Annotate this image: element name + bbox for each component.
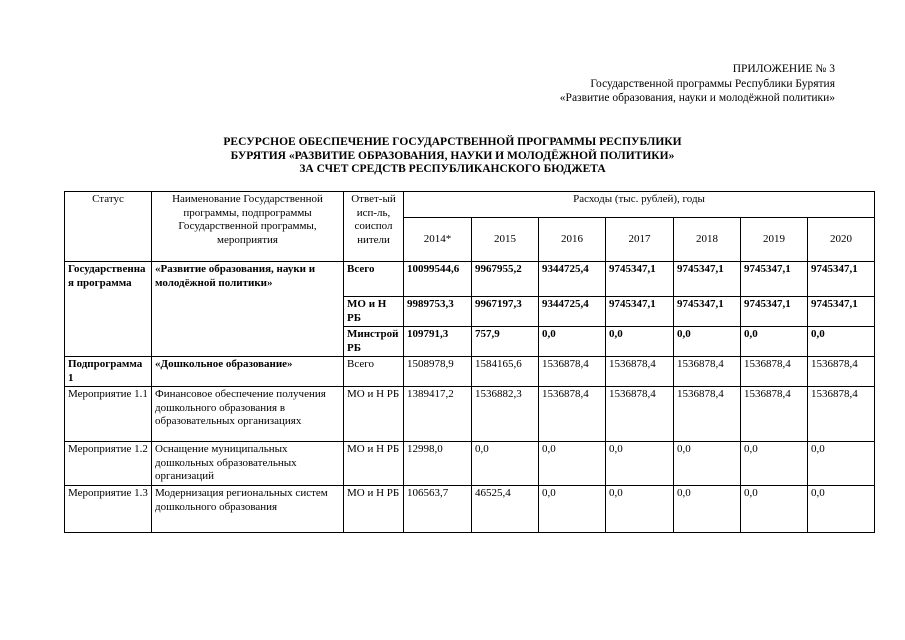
name-cell: Оснащение муниципальных дошкольных образовательных организаций (152, 442, 344, 486)
status-cell: Мероприятие 1.1 (65, 387, 152, 442)
value-cell: 0,0 (808, 327, 875, 357)
header-name: Наименование Государственной программы, подпрограммы Государственной программы, мероприятия (152, 192, 344, 262)
appendix-header (560, 62, 835, 106)
status-cell: Подпрограмма 1 (65, 357, 152, 387)
value-cell: 0,0 (539, 486, 606, 533)
value-cell: 9967197,3 (472, 297, 539, 327)
appendix-program-name: «Развитие образования, науки и молодёжной политики» (559, 92, 835, 104)
table-row (65, 387, 875, 442)
value-cell: 9745347,1 (674, 262, 741, 297)
status-cell: Государственная программа (65, 262, 152, 357)
name-cell: «Развитие образования, науки и молодёжной политики» (152, 262, 344, 357)
value-cell: 0,0 (674, 327, 741, 357)
status-cell: Мероприятие 1.2 (65, 442, 152, 486)
table-row (65, 357, 875, 387)
header-expenses: Расходы (тыс. рублей), годы (404, 192, 875, 218)
value-cell: 9344725,4 (539, 297, 606, 327)
value-cell: 1536878,4 (539, 387, 606, 442)
value-cell: 1584165,6 (472, 357, 539, 387)
title-line-2: БУРЯТИЯ «РАЗВИТИЕ ОБРАЗОВАНИЯ, НАУКИ И МОЛОДЁЖНОЙ ПОЛИТИКИ» (230, 149, 675, 162)
value-cell: 0,0 (808, 442, 875, 486)
value-cell: 1536878,4 (741, 357, 808, 387)
value-cell: 9344725,4 (539, 262, 606, 297)
value-cell: 0,0 (606, 486, 674, 533)
value-cell: 106563,7 (404, 486, 472, 533)
value-cell: 10099544,6 (404, 262, 472, 297)
value-cell: 757,9 (472, 327, 539, 357)
value-cell: 0,0 (606, 442, 674, 486)
value-cell: 46525,4 (472, 486, 539, 533)
appendix-program-line: Государственной программы Республики Бурятия (590, 77, 835, 90)
value-cell: 9745347,1 (741, 297, 808, 327)
value-cell: 1536878,4 (606, 387, 674, 442)
value-cell: 0,0 (741, 327, 808, 357)
header-executor: Ответ-ый исп-ль, соиспол нители (344, 192, 404, 262)
value-cell: 1508978,9 (404, 357, 472, 387)
value-cell: 1536878,4 (539, 357, 606, 387)
value-cell: 1389417,2 (404, 387, 472, 442)
value-cell: 1536878,4 (674, 357, 741, 387)
name-cell: Финансовое обеспечение получения дошкольного образования в образовательных организациях (152, 387, 344, 442)
header-year: 2014* (404, 218, 472, 262)
executor-cell: МО и Н РБ (344, 387, 404, 442)
value-cell: 1536878,4 (808, 387, 875, 442)
value-cell: 1536882,3 (472, 387, 539, 442)
executor-cell: МО и Н РБ (344, 297, 404, 327)
value-cell: 9745347,1 (606, 262, 674, 297)
value-cell: 0,0 (539, 442, 606, 486)
value-cell: 0,0 (606, 327, 674, 357)
value-cell: 0,0 (808, 486, 875, 533)
value-cell: 0,0 (674, 442, 741, 486)
value-cell: 1536878,4 (606, 357, 674, 387)
executor-cell: МО и Н РБ (344, 486, 404, 533)
value-cell: 9745347,1 (808, 262, 875, 297)
value-cell: 0,0 (472, 442, 539, 486)
table-row (65, 486, 875, 533)
value-cell: 0,0 (741, 486, 808, 533)
value-cell: 9745347,1 (741, 262, 808, 297)
header-year: 2018 (674, 218, 741, 262)
header-status: Статус (65, 192, 152, 262)
header-year: 2020 (808, 218, 875, 262)
executor-cell: МО и Н РБ (344, 442, 404, 486)
value-cell: 9745347,1 (808, 297, 875, 327)
value-cell: 109791,3 (404, 327, 472, 357)
value-cell: 9967955,2 (472, 262, 539, 297)
executor-cell: Всего (344, 357, 404, 387)
appendix-number: ПРИЛОЖЕНИЕ № 3 (732, 63, 835, 75)
value-cell: 12998,0 (404, 442, 472, 486)
header-year: 2017 (606, 218, 674, 262)
header-year: 2019 (741, 218, 808, 262)
value-cell: 1536878,4 (741, 387, 808, 442)
value-cell: 1536878,4 (674, 387, 741, 442)
document-title (0, 136, 905, 177)
title-line-1: РЕСУРСНОЕ ОБЕСПЕЧЕНИЕ ГОСУДАРСТВЕННОЙ ПРОГРАММЫ РЕСПУБЛИКИ (223, 136, 682, 148)
header-row-1 (65, 192, 875, 218)
value-cell: 0,0 (741, 442, 808, 486)
name-cell: «Дошкольное образование» (152, 357, 344, 387)
header-year: 2016 (539, 218, 606, 262)
table-row (65, 442, 875, 486)
table-row (65, 262, 875, 297)
value-cell: 9745347,1 (606, 297, 674, 327)
title-line-3: ЗА СЧЕТ СРЕДСТВ РЕСПУБЛИКАНСКОГО БЮДЖЕТА (299, 163, 606, 175)
value-cell: 0,0 (674, 486, 741, 533)
resource-table (64, 191, 875, 533)
executor-cell: Минстрой РБ (344, 327, 404, 357)
header-year: 2015 (472, 218, 539, 262)
value-cell: 1536878,4 (808, 357, 875, 387)
value-cell: 0,0 (539, 327, 606, 357)
value-cell: 9745347,1 (674, 297, 741, 327)
name-cell: Модернизация региональных систем дошкольного образования (152, 486, 344, 533)
status-cell: Мероприятие 1.3 (65, 486, 152, 533)
value-cell: 9989753,3 (404, 297, 472, 327)
executor-cell: Всего (344, 262, 404, 297)
